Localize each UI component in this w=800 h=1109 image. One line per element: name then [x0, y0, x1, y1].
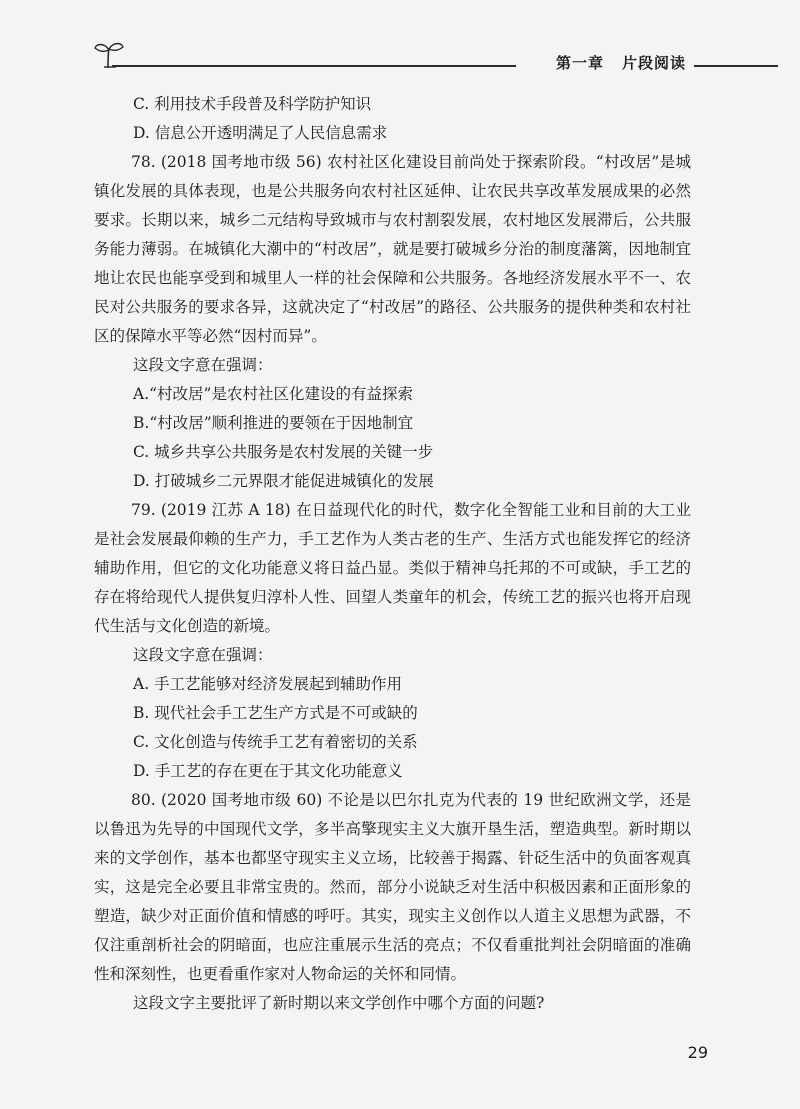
chapter-title	[556, 52, 686, 73]
q78-option-a: A.“村改居”是农村社区化建设的有益探索	[133, 385, 413, 403]
q79-option-a: A. 手工艺能够对经济发展起到辅助作用	[133, 675, 403, 693]
q80-text: 80. (2020 国考地市级 60) 不论是以巴尔扎克为代表的 19 世纪欧洲文学，还是以鲁迅为先导的中国现代文学，多半高擎现实主义大旗开垦生活，塑造典型。新时期以来的文学创作，基本也都坚守现实主义立场，比较善于揭露、针砭生活中的负面客观真实，这是完全必要且非常宝贵的。然而，部分小说缺乏对生活中积极因素和正面形象的塑造，缺少对正面价值和情感的呼吁。其实，现实主义创作以人道主义思想为武器，不仅注重剖析社会的阴暗面，也应注重展示生活的亮点；不仅看重批判社会阴暗面的准确性和深刻性，也更看重作家对人物命运的关怀和同情。	[94, 791, 691, 983]
header-rule-left	[112, 65, 516, 67]
page-body	[94, 90, 691, 1018]
running-header	[92, 38, 778, 78]
q79-option-b: B. 现代社会手工艺生产方式是不可或缺的	[133, 704, 418, 722]
q79-option-c: C. 文化创造与传统手工艺有着密切的关系	[133, 733, 418, 751]
q79-stem: 这段文字意在强调：	[133, 646, 273, 664]
q79-text: 79. (2019 江苏 A 18) 在日益现代化的时代，数字化全智能工业和目前的大工业是社会发展最仰赖的生产力，手工艺作为人类古老的生产、生活方式也能发挥它的经济辅助作用，但它的文化功能意义将日益凸显。类似于精神乌托邦的不可或缺，手工艺的存在将给现代人提供复归淳朴人性、回望人类童年的机会，传统工艺的振兴也将开启现代生活与文化创造的新境。	[94, 501, 691, 635]
sprout-icon	[92, 38, 126, 74]
page-number: 29	[687, 1043, 708, 1062]
q78-option-d: D. 打破城乡二元界限才能促进城镇化的发展	[133, 472, 434, 490]
chapter-number: 第一章	[555, 54, 604, 72]
section-title: 片段阅读	[621, 54, 686, 72]
q80-stem: 这段文字主要批评了新时期以来文学创作中哪个方面的问题?	[133, 994, 545, 1012]
q77-option-c: C. 利用技术手段普及科学防护知识	[133, 95, 372, 113]
q78-option-b: B.“村改居”顺利推进的要领在于因地制宜	[133, 414, 414, 432]
header-rule-right	[694, 65, 778, 67]
q78-text: 78. (2018 国考地市级 56) 农村社区化建设目前尚处于探索阶段。“村改居”是城镇化发展的具体表现，也是公共服务向农村社区延伸、让农民共享改革发展成果的必然要求。长期以来，城乡二元结构导致城市与农村割裂发展，农村地区发展滞后，公共服务能力薄弱。在城镇化大潮中的“村改居”，就是要打破城乡分治的制度藩篱，因地制宜地让农民也能享受到和城里人一样的社会保障和公共服务。各地经济发展水平不一、农民对公共服务的要求各异，这就决定了“村改居”的路径、公共服务的提供种类和农村社区的保障水平等必然“因村而异”。	[94, 153, 691, 345]
q79-option-d: D. 手工艺的存在更在于其文化功能意义	[133, 762, 403, 780]
q77-option-d: D. 信息公开透明满足了人民信息需求	[133, 124, 388, 142]
q78-stem: 这段文字意在强调：	[133, 356, 273, 374]
q78-option-c: C. 城乡共享公共服务是农村发展的关键一步	[133, 443, 434, 461]
